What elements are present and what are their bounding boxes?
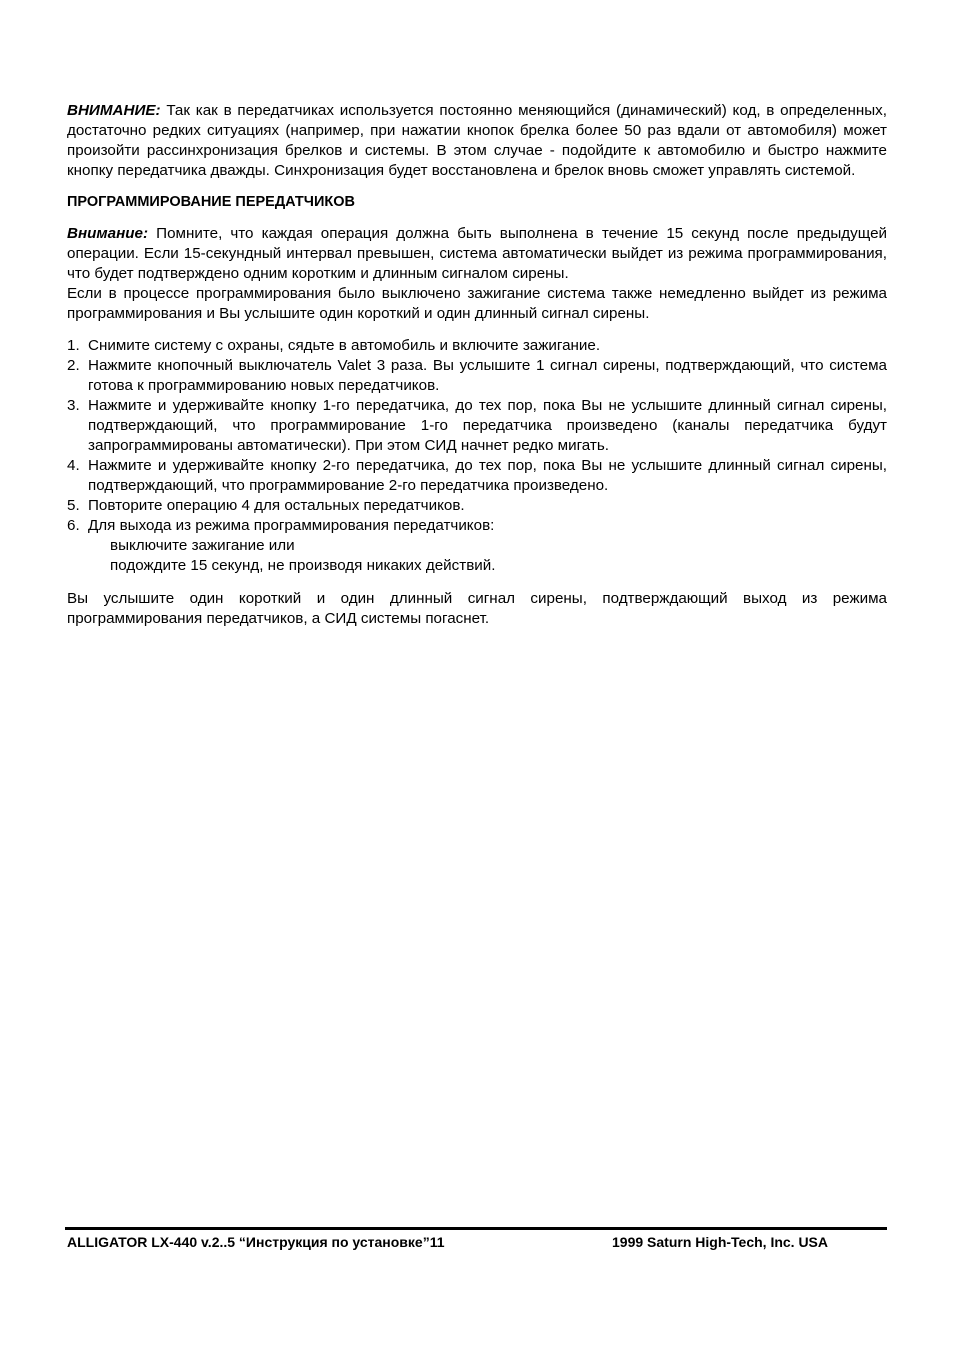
document-body [67, 101, 887, 629]
final-paragraph: Вы услышите один короткий и один длинный сигнал сирены, подтверждающий выход из режима программирования передатчиков, а СИД системы погаснет. [67, 590, 887, 627]
ignition-paragraph: Если в процессе программирования было выключено зажигание система также немедленно выйдет из режима программирования и Вы услышите один короткий и один длинный сигнал сирены. [67, 285, 887, 322]
list-item [67, 396, 887, 456]
substep-wait: подождите 15 секунд, не производя никаких действий. [110, 557, 496, 574]
list-item [67, 456, 887, 496]
footer-title: ALLIGATOR LX-440 v.2..5 “Инструкция по установке”11 [67, 1234, 445, 1250]
attention-text: Помните, что каждая операция должна быть выполнена в течение 15 секунд после предыдущей операции. Если 15-секундный интервал превышен, система автоматически выйдет из режима программирования, что будет подтверждено одним коротким и длинным сигналом сирены. [67, 225, 887, 282]
step-text: Для выхода из режима программирования передатчиков: [88, 517, 495, 534]
step-number: 4. [67, 457, 80, 474]
step-number: 3. [67, 397, 80, 414]
substep-ignition-off: выключите зажигание или [110, 537, 295, 554]
step-text: Нажмите кнопочный выключатель Valet 3 раза. Вы услышите 1 сигнал сирены, подтверждающий, что система готова к программированию новых передатчиков. [88, 357, 887, 394]
step-text: Снимите систему с охраны, сядьте в автомобиль и включите зажигание. [88, 337, 601, 354]
list-item [67, 336, 887, 356]
step-text: Нажмите и удерживайте кнопку 2-го передатчика, до тех пор, пока Вы не услышите длинный сигнал сирены, подтверждающий, что программирование 2-го передатчика произведено. [88, 457, 887, 494]
attention-paragraph [67, 224, 887, 284]
list-item [67, 356, 887, 396]
warning-paragraph [67, 101, 887, 181]
step-text: Повторите операцию 4 для остальных передатчиков. [88, 497, 465, 514]
attention-label: Внимание: [67, 225, 149, 242]
step-text: Нажмите и удерживайте кнопку 1-го передатчика, до тех пор, пока Вы не услышите длинный сигнал сирены, подтверждающий, что программирование 1-го передатчика произведено (каналы передатчика будут запрограммированы автоматически). При этом СИД начнет редко мигать. [88, 397, 887, 454]
steps-list [67, 336, 887, 536]
list-item [67, 496, 887, 516]
warning-label: ВНИМАНИЕ: [67, 102, 161, 119]
list-item [67, 516, 887, 536]
footer-copyright: 1999 Saturn High-Tech, Inc. USA [612, 1234, 829, 1250]
step-number: 2. [67, 357, 80, 374]
section-heading: ПРОГРАММИРОВАНИЕ ПЕРЕДАТЧИКОВ [67, 194, 356, 210]
footer-divider [65, 1227, 887, 1230]
step-number: 1. [67, 337, 80, 354]
warning-text: Так как в передатчиках используется постоянно меняющийся (динамический) код, в определенных, достаточно редких ситуациях (например, при нажатии кнопок брелка более 50 раз вдали от автомобиля) может произойти рассинхронизация брелков и системы. В этом случае - подойдите к автомобилю и быстро нажмите кнопку передатчика дважды. Синхронизация будет восстановлена и брелок вновь сможет управлять системой. [67, 102, 887, 179]
step-number: 5. [67, 497, 80, 514]
step-number: 6. [67, 517, 80, 534]
